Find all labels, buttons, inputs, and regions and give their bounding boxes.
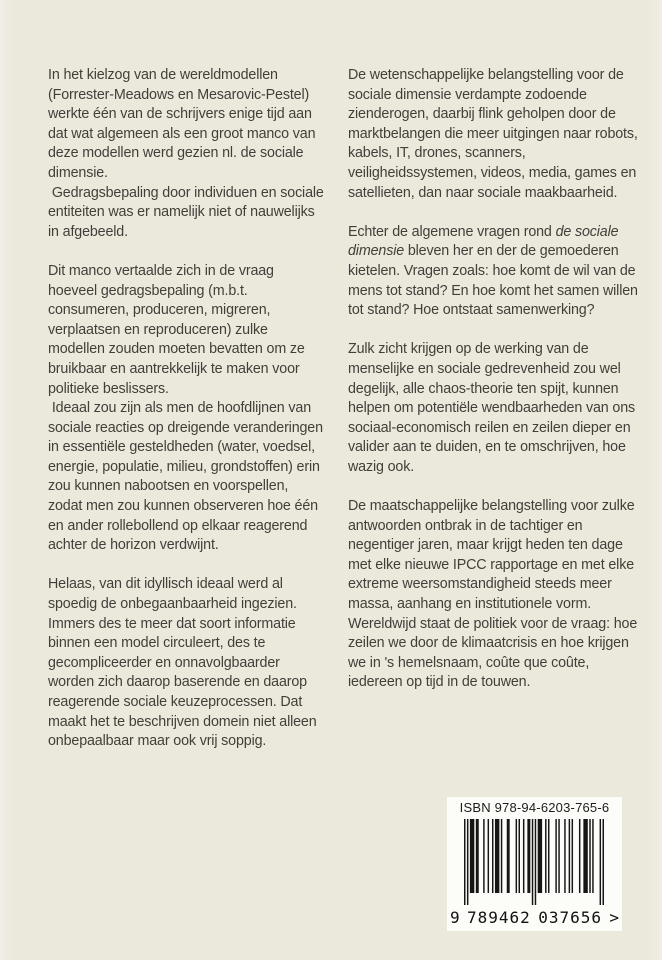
barcode-quiet-zone-mark: > <box>609 908 619 927</box>
italic-phrase: de sociale dimensie <box>348 223 623 260</box>
isbn-number-label: ISBN 978-94-6203-765-6 <box>459 800 610 815</box>
paragraph-right-2-lead: Echter de algemene vragen rond <box>348 223 556 240</box>
paragraph-right-2 <box>348 223 640 321</box>
barcode-digits <box>450 905 619 927</box>
paragraph-left-1: In het kielzog van de wereldmodellen (Forrester-Meadows en Mesarovic-Pestel) werkte één van de schrijvers enige tijd aan dat wat algemeen als een groot manco van deze modellen werd gezien nl. de sociale dimensie. <box>48 67 320 181</box>
paragraph-left-2: Dit manco vertaalde zich in de vraag hoeveel gedragsbepaling (m.b.t. consumeren, produceren, migreren, verplaatsen en reproduceren) zulke modellen zouden moeten bevatten om ze bruikbaar en aantrekkelijk te maken voor politieke beslissers. <box>48 262 309 397</box>
paragraph-left-3: Helaas, van dit idyllisch ideaal werd al spoedig de onbegaanbaarheid ingezien. Immers des te meer dat soort informatie binnen een model circuleert, des te gecompliceerder en onnavolgbaarder worden zich daarop baserende en daarop reagerende sociale keuzeprocessen. Dat maakt het te beschrijven domein niet alleen onbepaalbaar maar ook vrij soppig. <box>48 576 321 750</box>
ean13-barcode-bars <box>464 819 604 905</box>
paragraph-left-1-continuation: Gedragsbepaling door individuen en sociale entiteiten was er namelijk niet of nauwelijks in afgebeeld. <box>48 184 328 240</box>
paragraph-right-1: De wetenschappelijke belangstelling voor de sociale dimensie verdampte zodoende zienderogen, daarbij flink geholpen door de marktbelangen die meer uitgingen naar robots, kabels, IT, drones, scanners, veiligheidssystemen, videos, media, games en satellieten, dan naar sociale maakbaarheid. <box>348 67 642 201</box>
paragraph-left-2-continuation: Ideaal zou zijn als men de hoofdlijnen van sociale reacties op dreigende veranderingen in essentiële gesteldheden (water, voedsel, energie, populatie, milieu, grondstoffen) erin zou kunnen nabootsen en voorspellen, zodat men zou kunnen observeren hoe één en ander rollebollend op elkaar reagerend achter de horizon verdwijnt. <box>48 400 327 554</box>
barcode-prefix-digit: 9 <box>450 908 460 927</box>
right-text-column <box>348 66 640 752</box>
left-text-column <box>48 66 326 752</box>
barcode-right-group: 037656 <box>538 908 602 927</box>
paragraph-right-4: De maatschappelijke belangstelling voor zulke antwoorden ontbrak in de tachtiger en negentiger jaren, maar krijgt heden ten dage met elke nieuwe IPCC rapportage en met elke extreme weersomstandigheid steeds meer massa, aanhang en institutionele vorm. Wereldwijd staat de politiek voor de vraag: hoe zeilen we door de klimaatcrisis en hoe krijgen we in 's hemelsnaam, coûte que coûte, iedereen op tijd in de touwen. <box>348 498 641 691</box>
body-text <box>48 66 640 752</box>
paragraph-right-2-tail: bleven her en der de gemoederen kietelen. Vragen zoals: hoe komt de wil van de mens tot stand? En hoe komt het samen willen tot stand? Hoe ontstaat samenwerking? <box>348 243 642 319</box>
barcode-left-group: 789462 <box>467 908 531 927</box>
paragraph-right-3: Zulk zicht krijgen op de werking van de menselijke en sociale gedrevenheid zou wel degelijk, alle chaos-theorie ten spijt, kunnen helpen om potentiële wendbaarheden van ons sociaal-economisch reilen en zeilen dieper en valider aan te duiden, en te omschrijven, hoe wazig ook. <box>348 341 639 475</box>
isbn-barcode-block <box>447 797 622 931</box>
